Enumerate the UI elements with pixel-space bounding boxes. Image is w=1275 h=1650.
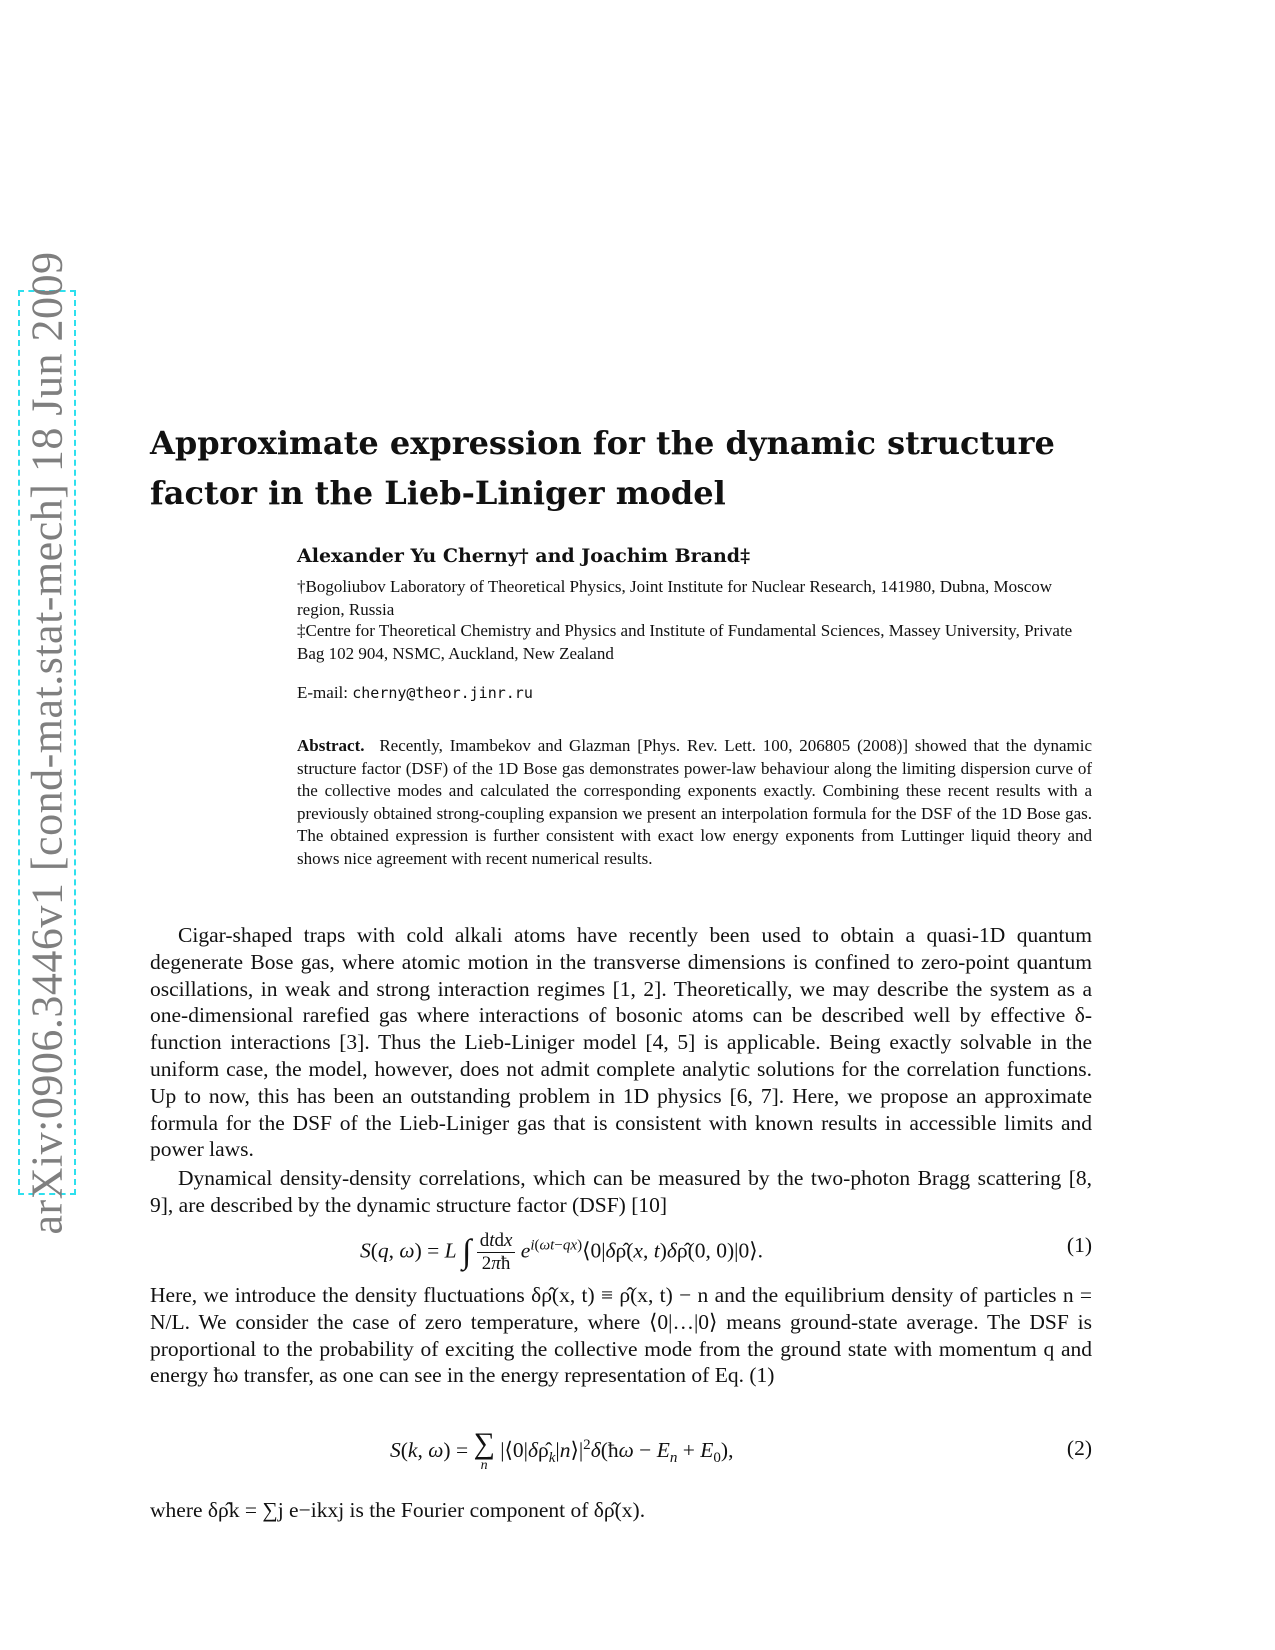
paragraph-intro: Cigar-shaped traps with cold alkali atoms have recently been used to obtain a quasi-1D quantum degenerate Bose gas, where atomic motion in the transverse dimensions is confined to zero-point quantum oscillations, in weak and strong interaction regimes [1, 2]. Theoretically, we may describe the system as a one-dimensional rarefied gas where interactions of bosonic atoms can be described well by effective δ-function interactions [3]. Thus the Lieb-Liniger model [4, 5] is applicable. Being exactly solvable in the uniform case, the model, however, does not admit complete analytic solutions for the correlation functions. Up to now, this has been an outstanding problem in 1D physics [6, 7]. Here, we propose an approximate formula for the DSF of the Lieb-Liniger gas that is consistent with known results in accessible limits and power laws. [150, 923, 1092, 1162]
authors: Alexander Yu Cherny† and Joachim Brand‡ [297, 545, 751, 567]
equation-1-body: S(q, ω) = L ∫ $\frac{\text{dtdx}}{2\pi ħ}$ $e^{i(\omega t-qx)}⟨0|\delta\rhô(x$, t)δρ̂(0, 0)|0⟩. [360, 1230, 763, 1274]
equation-2-number: (2) [1066, 1436, 1092, 1460]
equation-1 [150, 1218, 1092, 1278]
paragraph-closing: where δρ̂k = ∑j e−ikxj is the Fourier component of δρ̂(x). [150, 1498, 646, 1522]
paragraph-density: Here, we introduce the density fluctuations δρ̂(x, t) ≡ ρ̂(x, t) − n and the equilibrium density of particles n = N/L. We consider the case of zero temperature, where ⟨0|…|0⟩ means ground-state average. The DSF is proportional to the probability of exciting the collective mode from the ground state with momentum q and energy ħω transfer, as one can see in the energy representation of Eq. (1) [150, 1283, 1092, 1388]
equation-1-number: (1) [1066, 1233, 1092, 1257]
arxiv-stamp [18, 250, 76, 1235]
abstract-label: Abstract. [297, 736, 365, 755]
abstract [297, 735, 1092, 871]
email-label: E-mail: [297, 683, 348, 702]
abstract-text: Recently, Imambekov and Glazman [Phys. Rev. Lett. 100, 206805 (2008)] showed that the dynamic structure factor (DSF) of the 1D Bose gas demonstrates power-law behaviour along the limiting dispersion curve of the collective modes and calculated the corresponding exponents exactly. Combining these recent results with a previously obtained strong-coupling expansion we present an interpolation formula for the DSF of the 1D Bose gas. The obtained expression is further consistent with exact low energy exponents from Luttinger liquid theory and shows nice agreement with recent numerical results. [297, 736, 1093, 868]
email-line [297, 683, 533, 703]
affiliation-2: ‡Centre for Theoretical Chemistry and Physics and Institute of Fundamental Sciences, Massey University, Private Bag 102 904, NSMC, Auckland, New Zealand [297, 621, 1073, 663]
paragraph-dsf: Dynamical density-density correlations, which can be measured by the two-photon Bragg scattering [8, 9], are described by the dynamic structure factor (DSF) [10] [150, 1166, 1092, 1217]
equation-2-body: S(k, ω) = ∑ n $|⟨0|\delta\rhô_k|n⟩|^2\delta(ħ\omega - E_n + E_0)$, [390, 1427, 734, 1473]
affiliation-1: †Bogoliubov Laboratory of Theoretical Physics, Joint Institute for Nuclear Research, 141980, Dubna, Moscow region, Russia [297, 577, 1053, 619]
equation-2 [150, 1424, 1092, 1480]
arxiv-stamp-text: arXiv:0906.3446v1 [cond-mat.stat-mech] 18 Jun 2009 [22, 250, 72, 1235]
paper-title: Approximate expression for the dynamic structure factor in the Lieb-Liniger model [150, 424, 1055, 512]
email-address[interactable]: cherny@theor.jinr.ru [352, 684, 533, 702]
